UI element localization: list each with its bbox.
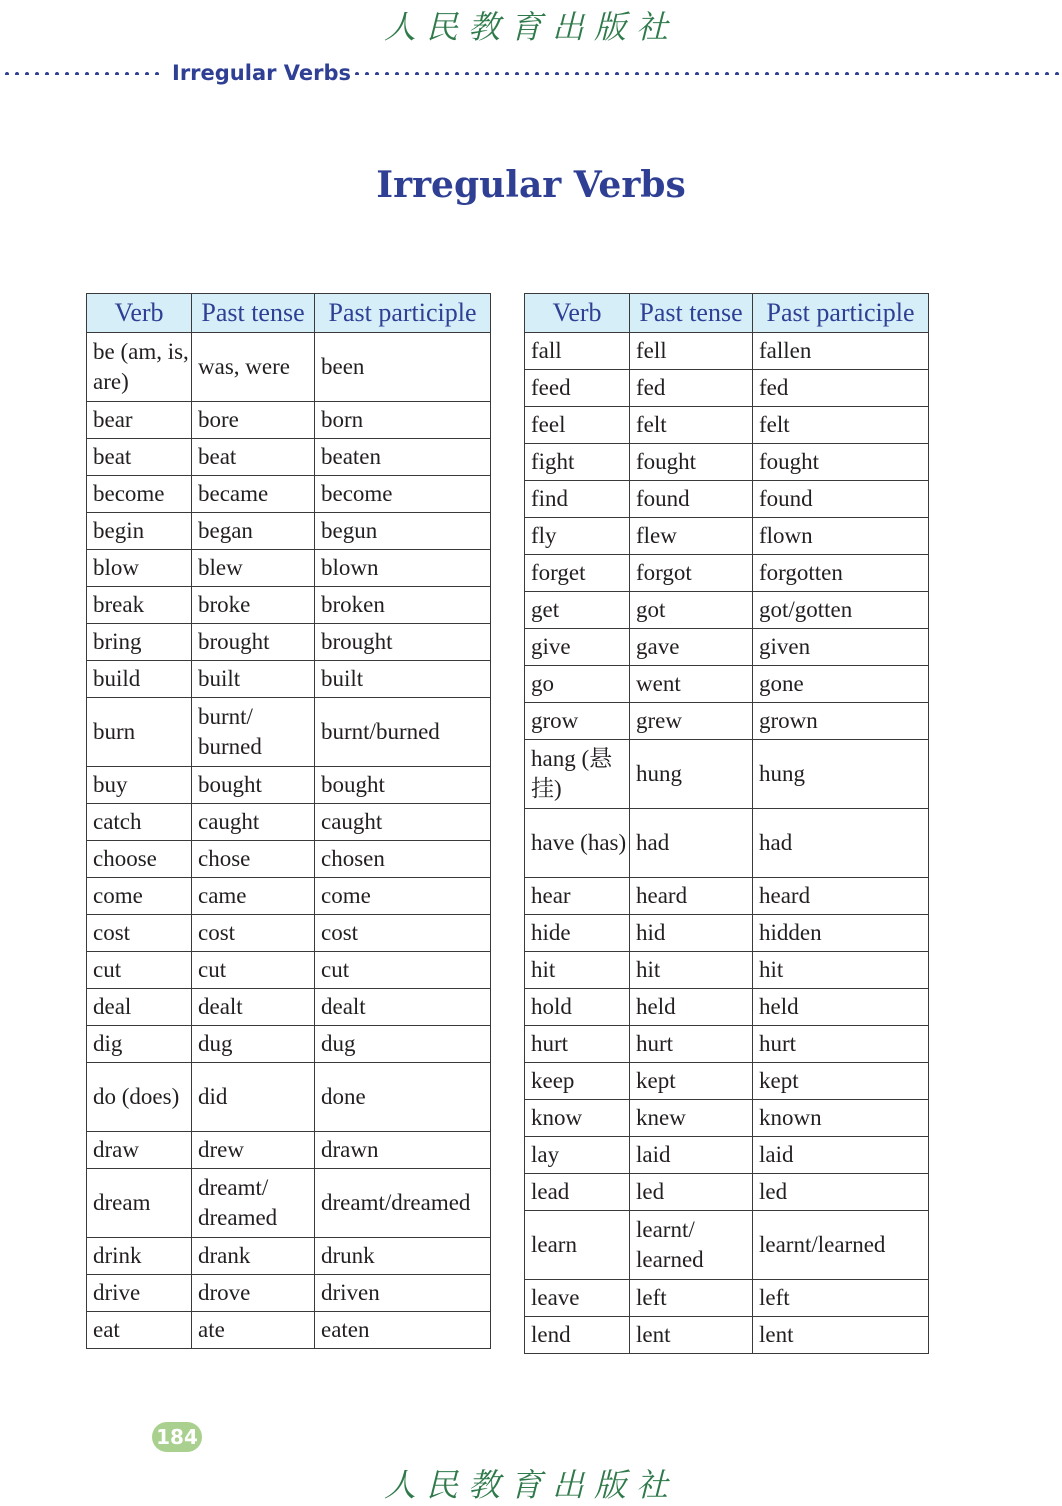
verb-row	[87, 661, 491, 698]
verb-cell: buy	[87, 767, 192, 804]
page-title: Irregular Verbs	[376, 164, 686, 206]
verb-cell: go	[525, 666, 630, 703]
past-tense-cell: blew	[192, 550, 315, 587]
verb-row	[525, 666, 929, 703]
verb-cell: find	[525, 481, 630, 518]
header-past-tense: Past tense	[192, 294, 315, 333]
past-tense-cell: hurt	[630, 1026, 753, 1063]
verb-cell: give	[525, 629, 630, 666]
verb-cell: do (does)	[87, 1063, 192, 1132]
past-participle-cell: fed	[753, 370, 929, 407]
verb-cell: hang (悬挂)	[525, 740, 630, 809]
verb-cell: forget	[525, 555, 630, 592]
verb-cell: feed	[525, 370, 630, 407]
verb-row	[525, 1137, 929, 1174]
verb-cell: draw	[87, 1132, 192, 1169]
verb-cell: leave	[525, 1280, 630, 1317]
verb-cell: drink	[87, 1238, 192, 1275]
header-past-participle: Past participle	[753, 294, 929, 333]
past-tense-cell: dug	[192, 1026, 315, 1063]
past-tense-cell: gave	[630, 629, 753, 666]
verb-cell: keep	[525, 1063, 630, 1100]
past-participle-cell: given	[753, 629, 929, 666]
past-tense-cell: hung	[630, 740, 753, 809]
verb-cell: beat	[87, 439, 192, 476]
verb-row	[525, 1100, 929, 1137]
past-tense-cell: broke	[192, 587, 315, 624]
verb-row	[525, 481, 929, 518]
verb-cell: lay	[525, 1137, 630, 1174]
verb-row	[87, 1132, 491, 1169]
past-participle-cell: lent	[753, 1317, 929, 1354]
past-participle-cell: cost	[315, 915, 491, 952]
dotted-rule-left	[2, 71, 162, 75]
past-tense-cell: forgot	[630, 555, 753, 592]
verb-row	[525, 915, 929, 952]
verb-row	[87, 1169, 491, 1238]
verb-table-left-body	[87, 333, 491, 1349]
verb-cell: hold	[525, 989, 630, 1026]
past-tense-cell: built	[192, 661, 315, 698]
verb-row	[525, 952, 929, 989]
verb-cell: hurt	[525, 1026, 630, 1063]
past-tense-cell: beat	[192, 439, 315, 476]
past-tense-cell: learnt/ learned	[630, 1211, 753, 1280]
verb-row	[525, 989, 929, 1026]
past-participle-cell: known	[753, 1100, 929, 1137]
past-participle-cell: brought	[315, 624, 491, 661]
verb-row	[525, 1211, 929, 1280]
past-participle-cell: driven	[315, 1275, 491, 1312]
past-participle-cell: come	[315, 878, 491, 915]
verb-cell: fight	[525, 444, 630, 481]
past-participle-cell: dealt	[315, 989, 491, 1026]
verb-row	[525, 809, 929, 878]
past-participle-cell: dreamt/dreamed	[315, 1169, 491, 1238]
verb-row	[525, 1174, 929, 1211]
past-participle-cell: learnt/learned	[753, 1211, 929, 1280]
past-participle-cell: hung	[753, 740, 929, 809]
past-tense-cell: flew	[630, 518, 753, 555]
verb-row	[525, 518, 929, 555]
past-tense-cell: dreamt/ dreamed	[192, 1169, 315, 1238]
verb-row	[525, 1280, 929, 1317]
verb-cell: fall	[525, 333, 630, 370]
past-tense-cell: began	[192, 513, 315, 550]
past-participle-cell: hidden	[753, 915, 929, 952]
past-participle-cell: led	[753, 1174, 929, 1211]
past-participle-cell: had	[753, 809, 929, 878]
verb-table-right-body	[525, 333, 929, 1354]
verb-cell: eat	[87, 1312, 192, 1349]
past-participle-cell: grown	[753, 703, 929, 740]
verb-row	[525, 333, 929, 370]
verb-cell: become	[87, 476, 192, 513]
section-header-bar	[0, 58, 1062, 88]
past-tense-cell: held	[630, 989, 753, 1026]
past-participle-cell: left	[753, 1280, 929, 1317]
verb-cell: get	[525, 592, 630, 629]
header-past-participle: Past participle	[315, 294, 491, 333]
past-participle-cell: drawn	[315, 1132, 491, 1169]
verb-row	[87, 878, 491, 915]
past-participle-cell: become	[315, 476, 491, 513]
verb-row	[87, 1312, 491, 1349]
past-tense-cell: was, were	[192, 333, 315, 402]
verb-cell: cost	[87, 915, 192, 952]
verb-cell: dream	[87, 1169, 192, 1238]
past-tense-cell: hid	[630, 915, 753, 952]
verb-row	[87, 624, 491, 661]
verb-cell: lead	[525, 1174, 630, 1211]
past-tense-cell: laid	[630, 1137, 753, 1174]
past-tense-cell: hit	[630, 952, 753, 989]
header-verb: Verb	[87, 294, 192, 333]
header-row	[87, 294, 491, 333]
header-row	[525, 294, 929, 333]
verb-row	[87, 476, 491, 513]
past-participle-cell: fought	[753, 444, 929, 481]
past-participle-cell: kept	[753, 1063, 929, 1100]
page-number-badge: 184	[152, 1422, 202, 1452]
verb-table-right	[524, 293, 929, 1354]
past-tense-cell: fed	[630, 370, 753, 407]
past-participle-cell: cut	[315, 952, 491, 989]
verb-cell: hide	[525, 915, 630, 952]
past-tense-cell: became	[192, 476, 315, 513]
past-tense-cell: ate	[192, 1312, 315, 1349]
past-participle-cell: flown	[753, 518, 929, 555]
verb-cell: build	[87, 661, 192, 698]
verb-cell: hit	[525, 952, 630, 989]
verb-row	[525, 703, 929, 740]
verb-row	[87, 1026, 491, 1063]
verb-row	[87, 915, 491, 952]
past-tense-cell: lent	[630, 1317, 753, 1354]
verb-cell: have (has)	[525, 809, 630, 878]
past-tense-cell: cut	[192, 952, 315, 989]
past-participle-cell: done	[315, 1063, 491, 1132]
verb-row	[87, 1063, 491, 1132]
past-tense-cell: drew	[192, 1132, 315, 1169]
past-tense-cell: bought	[192, 767, 315, 804]
past-participle-cell: begun	[315, 513, 491, 550]
past-participle-cell: laid	[753, 1137, 929, 1174]
past-tense-cell: brought	[192, 624, 315, 661]
past-tense-cell: went	[630, 666, 753, 703]
verb-row	[87, 550, 491, 587]
past-participle-cell: felt	[753, 407, 929, 444]
past-tense-cell: heard	[630, 878, 753, 915]
past-tense-cell: came	[192, 878, 315, 915]
past-tense-cell: left	[630, 1280, 753, 1317]
past-tense-cell: dealt	[192, 989, 315, 1026]
verb-cell: be (am, is, are)	[87, 333, 192, 402]
verb-row	[87, 1275, 491, 1312]
past-participle-cell: caught	[315, 804, 491, 841]
verb-row	[525, 407, 929, 444]
verb-row	[87, 989, 491, 1026]
past-tense-cell: caught	[192, 804, 315, 841]
verb-cell: blow	[87, 550, 192, 587]
header-past-tense: Past tense	[630, 294, 753, 333]
past-participle-cell: born	[315, 402, 491, 439]
past-tense-cell: kept	[630, 1063, 753, 1100]
past-tense-cell: found	[630, 481, 753, 518]
past-tense-cell: drank	[192, 1238, 315, 1275]
verb-cell: feel	[525, 407, 630, 444]
past-participle-cell: got/gotten	[753, 592, 929, 629]
verb-row	[87, 513, 491, 550]
past-tense-cell: had	[630, 809, 753, 878]
past-tense-cell: chose	[192, 841, 315, 878]
verb-row	[87, 402, 491, 439]
past-tense-cell: bore	[192, 402, 315, 439]
past-participle-cell: burnt/burned	[315, 698, 491, 767]
past-participle-cell: chosen	[315, 841, 491, 878]
past-tense-cell: felt	[630, 407, 753, 444]
verb-cell: burn	[87, 698, 192, 767]
past-tense-cell: fought	[630, 444, 753, 481]
verb-row	[525, 740, 929, 809]
verb-row	[525, 444, 929, 481]
past-tense-cell: grew	[630, 703, 753, 740]
verb-cell: break	[87, 587, 192, 624]
past-participle-cell: fallen	[753, 333, 929, 370]
verb-row	[87, 1238, 491, 1275]
verb-row	[525, 555, 929, 592]
past-participle-cell: drunk	[315, 1238, 491, 1275]
past-participle-cell: heard	[753, 878, 929, 915]
past-tense-cell: cost	[192, 915, 315, 952]
verb-row	[87, 698, 491, 767]
verb-row	[525, 1317, 929, 1354]
past-participle-cell: hurt	[753, 1026, 929, 1063]
past-tense-cell: got	[630, 592, 753, 629]
verb-cell: catch	[87, 804, 192, 841]
header-verb: Verb	[525, 294, 630, 333]
past-tense-cell: drove	[192, 1275, 315, 1312]
verb-row	[525, 1063, 929, 1100]
verb-cell: choose	[87, 841, 192, 878]
verb-cell: drive	[87, 1275, 192, 1312]
past-participle-cell: found	[753, 481, 929, 518]
verb-cell: begin	[87, 513, 192, 550]
dotted-rule-right	[352, 71, 1060, 75]
past-participle-cell: blown	[315, 550, 491, 587]
verb-row	[87, 804, 491, 841]
verb-cell: cut	[87, 952, 192, 989]
verb-cell: lend	[525, 1317, 630, 1354]
past-tense-cell: fell	[630, 333, 753, 370]
past-tense-cell: burnt/ burned	[192, 698, 315, 767]
past-tense-cell: knew	[630, 1100, 753, 1137]
verb-row	[87, 841, 491, 878]
publisher-logo-top: 人民教育出版社	[383, 8, 678, 46]
past-participle-cell: held	[753, 989, 929, 1026]
section-label: Irregular Verbs	[172, 61, 352, 85]
verb-cell: know	[525, 1100, 630, 1137]
verb-cell: come	[87, 878, 192, 915]
verb-row	[87, 333, 491, 402]
publisher-logo-bottom: 人民教育出版社	[383, 1466, 678, 1504]
past-participle-cell: hit	[753, 952, 929, 989]
verb-row	[87, 587, 491, 624]
past-tense-cell: led	[630, 1174, 753, 1211]
past-participle-cell: beaten	[315, 439, 491, 476]
verb-row	[525, 370, 929, 407]
verb-cell: dig	[87, 1026, 192, 1063]
verb-cell: bear	[87, 402, 192, 439]
verb-cell: learn	[525, 1211, 630, 1280]
past-participle-cell: broken	[315, 587, 491, 624]
past-participle-cell: built	[315, 661, 491, 698]
past-tense-cell: did	[192, 1063, 315, 1132]
verb-row	[87, 767, 491, 804]
verb-cell: fly	[525, 518, 630, 555]
past-participle-cell: forgotten	[753, 555, 929, 592]
verb-row	[525, 629, 929, 666]
past-participle-cell: gone	[753, 666, 929, 703]
past-participle-cell: been	[315, 333, 491, 402]
past-participle-cell: dug	[315, 1026, 491, 1063]
verb-cell: hear	[525, 878, 630, 915]
verb-row	[525, 1026, 929, 1063]
verb-cell: deal	[87, 989, 192, 1026]
verb-cell: bring	[87, 624, 192, 661]
verb-row	[87, 439, 491, 476]
verb-table-left	[86, 293, 491, 1349]
verb-row	[525, 878, 929, 915]
verb-row	[525, 592, 929, 629]
past-participle-cell: bought	[315, 767, 491, 804]
past-participle-cell: eaten	[315, 1312, 491, 1349]
verb-row	[87, 952, 491, 989]
verb-cell: grow	[525, 703, 630, 740]
